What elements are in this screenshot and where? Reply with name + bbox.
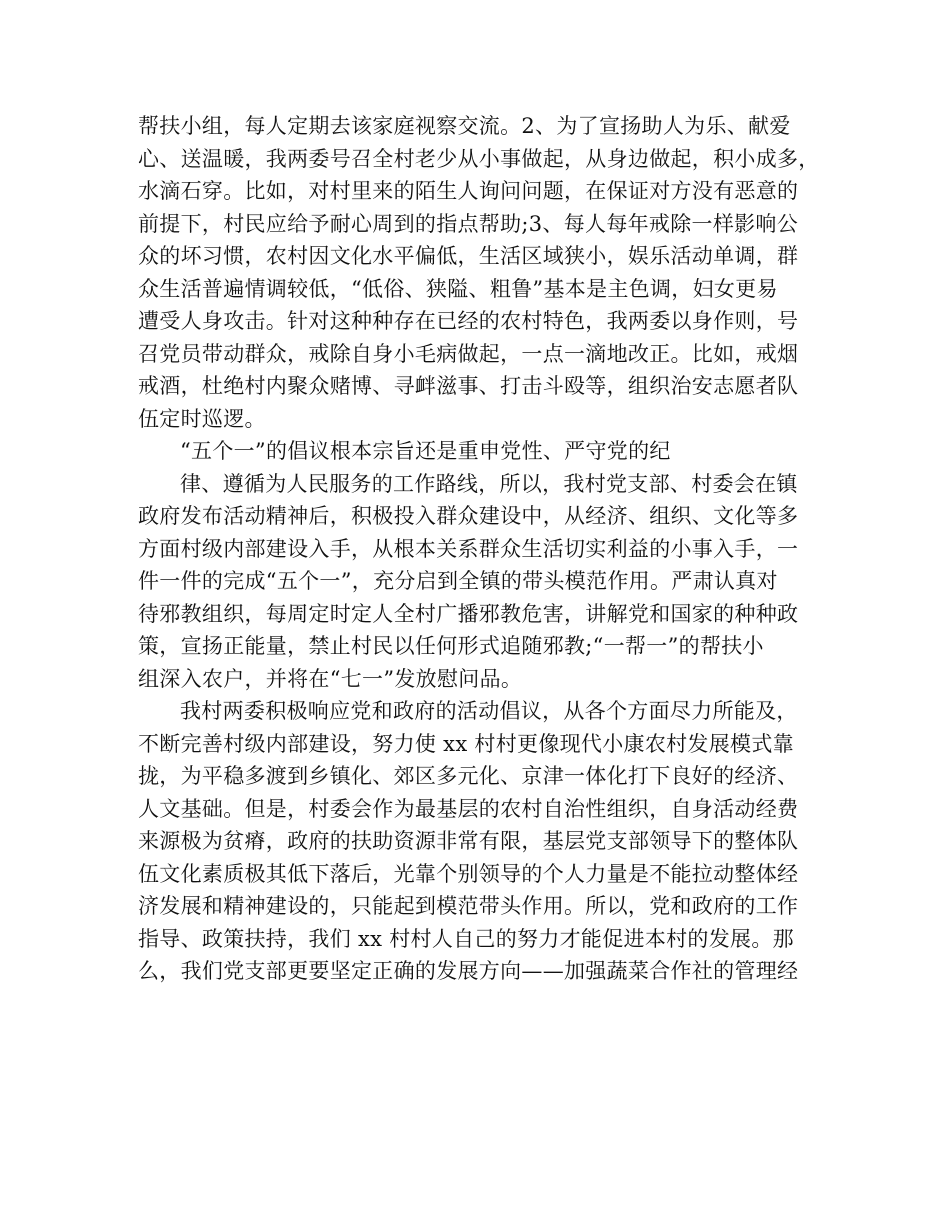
paragraph — [138, 695, 814, 988]
text-line: 伍文化素质极其低下落后，光靠个别领导的个人力量是不能拉动整体经 — [138, 861, 799, 886]
text-line: 么，我们党支部更要坚定正确的发展方向——加强蔬菜合作社的管理经 — [138, 959, 799, 983]
text-line: 待邪教组织，每周定时定人全村广播邪教危害，讲解党和国家的种种政 — [138, 601, 799, 626]
text-line: 件一件的完成“五个一”，充分启到全镇的带头模范作用。严肃认真对 — [138, 569, 778, 593]
text-line: 伍定时巡逻。 — [138, 406, 266, 431]
text-line: 律、遵循为人民服务的工作路线，所以，我村党支部、村委会在镇 — [180, 471, 798, 496]
text-line: 组深入农户，并将在“七一”发放慰问品。 — [138, 666, 523, 691]
text-line: 帮扶小组，每人定期去该家庭视察交流。2、为了宣扬助人为乐、献爱 — [138, 114, 791, 138]
text-line: 方面村级内部建设入手，从根本关系群众生活切实利益的小事入手，一 — [138, 536, 799, 561]
text-line: 前提下，村民应给予耐心周到的指点帮助;3、每人每年戒除一样影响公 — [138, 211, 799, 236]
document-body — [138, 110, 820, 988]
text-line: 指导、政策扶持，我们 xx 村村人自己的努力才能促进本村的发展。那 — [138, 926, 794, 951]
text-line: 我村两委积极响应党和政府的活动倡议，从各个方面尽力所能及， — [180, 699, 798, 723]
text-line: 水滴石穿。比如，对村里来的陌生人询问问题，在保证对方没有恶意的 — [138, 179, 799, 203]
text-line: 策，宣扬正能量，禁止村民以任何形式追随邪教;“一帮一”的帮扶小 — [138, 634, 764, 658]
text-line: 拢，为平稳多渡到乡镇化、郊区多元化、京津一体化打下良好的经济、 — [138, 764, 799, 788]
text-line: 众生活普遍情调较低，“低俗、狭隘、粗鲁”基本是主色调，妇女更易 — [138, 276, 778, 301]
paragraph — [138, 435, 814, 468]
paragraph — [138, 110, 820, 435]
text-line: 遭受人身攻击。针对这种种存在已经的农村特色，我两委以身作则，号 — [138, 309, 799, 333]
text-line: 政府发布活动精神后，积极投入群众建设中，从经济、组织、文化等多 — [138, 504, 799, 528]
text-line: 人文基础。但是，村委会作为最基层的农村自治性组织，自身活动经费 — [138, 796, 799, 821]
paragraph — [138, 468, 814, 696]
text-line: 召党员带动群众，戒除自身小毛病做起，一点一滴地改正。比如，戒烟 — [138, 341, 799, 366]
text-line: 来源极为贫瘠，政府的扶助资源非常有限，基层党支部领导下的整体队 — [138, 829, 799, 853]
text-line: 济发展和精神建设的，只能起到模范带头作用。所以，党和政府的工作 — [138, 894, 799, 918]
text-line: “五个一”的倡议根本宗旨还是重申党性、严守党的纪 — [180, 439, 671, 463]
text-line: 戒酒，杜绝村内聚众赌博、寻衅滋事、打击斗殴等，组织治安志愿者队 — [138, 374, 799, 398]
text-line: 众的坏习惯，农村因文化水平偏低，生活区域狭小，娱乐活动单调，群 — [138, 244, 799, 268]
text-line: 心、送温暖，我两委号召全村老少从小事做起，从身边做起，积小成多， — [138, 146, 820, 171]
text-line: 不断完善村级内部建设，努力使 xx 村村更像现代小康农村发展模式靠 — [138, 731, 794, 756]
